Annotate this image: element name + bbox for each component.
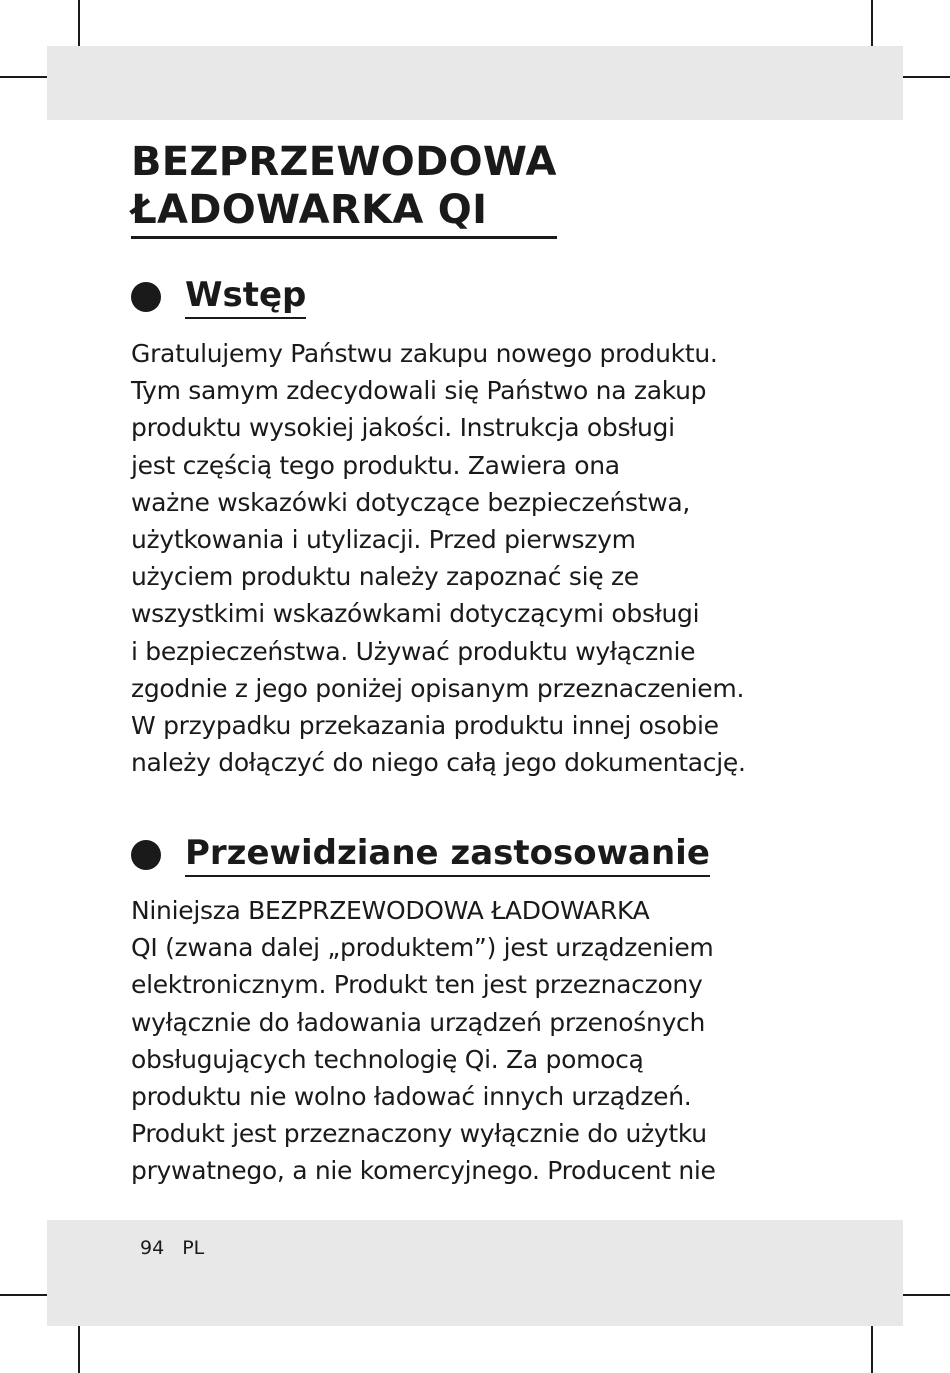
- document-title: [131, 138, 557, 239]
- section-body-intro: [131, 335, 831, 781]
- body-line: ważne wskazówki dotyczące bezpieczeństwa,: [131, 487, 691, 517]
- body-line: Produkt jest przeznaczony wyłącznie do użytku: [131, 1119, 707, 1149]
- bullet-icon: [131, 282, 161, 312]
- section-body-intended-use: [131, 892, 831, 1190]
- section-title-intended-use: Przewidziane zastosowanie: [185, 833, 710, 877]
- body-line: prywatnego, a nie komercyjnego. Producent nie: [131, 1156, 716, 1186]
- body-line: QI (zwana dalej „produktem”) jest urządzeniem: [131, 933, 714, 963]
- body-line: i bezpieczeństwa. Używać produktu wyłącznie: [131, 636, 696, 666]
- body-line: produktu wysokiej jakości. Instrukcja obsługi: [131, 413, 675, 443]
- body-line: Gratulujemy Państwu zakupu nowego produktu.: [131, 339, 718, 368]
- title-line: BEZPRZEWODOWA: [131, 139, 557, 185]
- title-line: ŁADOWARKA QI: [131, 187, 488, 233]
- body-line: W przypadku przekazania produktu innej osobie: [131, 711, 719, 741]
- body-line: elektronicznym. Produkt ten jest przeznaczony: [131, 970, 703, 1000]
- body-line: Tym samym zdecydowali się Państwo na zakup: [131, 376, 707, 406]
- bullet-icon: [131, 840, 161, 870]
- body-line: użyciem produktu należy zapoznać się ze: [131, 562, 639, 592]
- body-line: wszystkimi wskazówkami dotyczącymi obsługi: [131, 599, 700, 629]
- section-title-intro: Wstęp: [185, 275, 306, 319]
- language-code: PL: [182, 1237, 205, 1259]
- body-line: użytkowania i utylizacji. Przed pierwszym: [131, 525, 636, 555]
- page-footer: [140, 1236, 204, 1260]
- body-line: zgodnie z jego poniżej opisanym przeznaczeniem.: [131, 673, 745, 703]
- body-line: obsługujących technologię Qi. Za pomocą: [131, 1044, 644, 1074]
- body-line: należy dołączyć do niego całą jego dokumentację.: [131, 748, 746, 778]
- page-number: 94: [140, 1237, 165, 1259]
- section-heading-intro: [131, 275, 306, 319]
- section-heading-intended-use: [131, 833, 710, 877]
- body-line: Niniejsza BEZPRZEWODOWA ŁADOWARKA: [131, 896, 650, 925]
- header-band: [47, 46, 903, 120]
- body-line: jest częścią tego produktu. Zawiera ona: [131, 450, 620, 480]
- body-line: produktu nie wolno ładować innych urządzeń.: [131, 1082, 692, 1112]
- body-line: wyłącznie do ładowania urządzeń przenośnych: [131, 1007, 706, 1037]
